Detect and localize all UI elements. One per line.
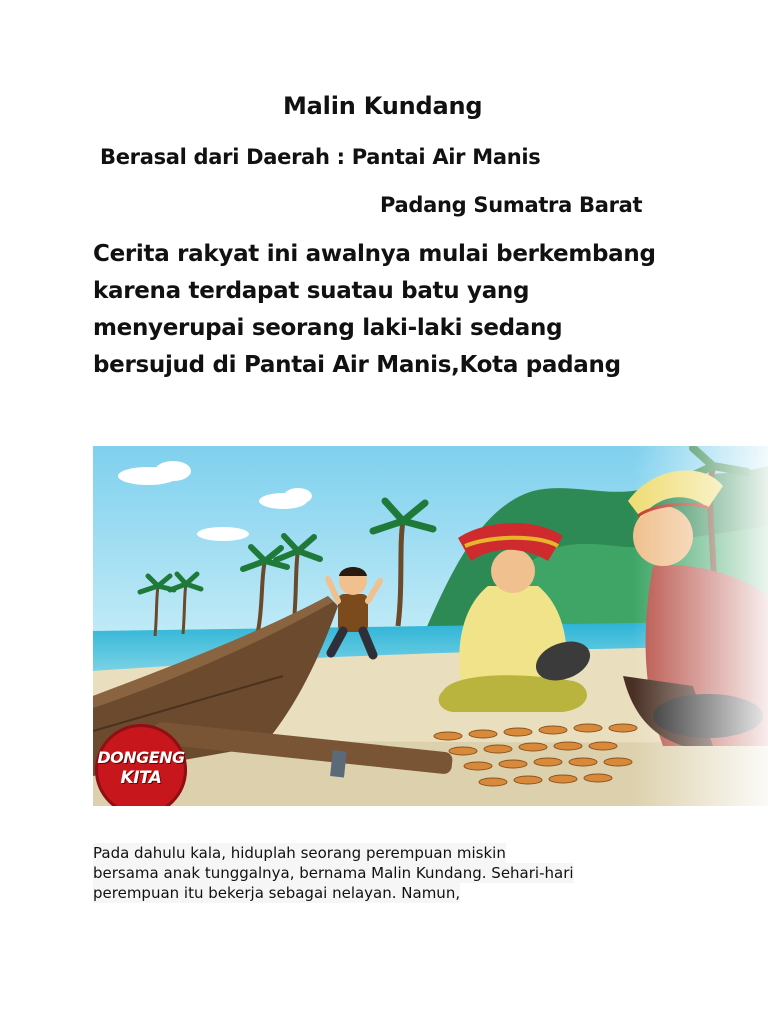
- story-illustration: [93, 446, 768, 806]
- dongeng-kita-logo: [95, 724, 187, 806]
- intro-line: karena terdapat suatau batu yang: [93, 278, 530, 304]
- intro-line: Cerita rakyat ini awalnya mulai berkembang: [93, 241, 656, 267]
- story-paragraph: [93, 843, 693, 903]
- logo-text-line-2: KITA: [120, 768, 162, 788]
- intro-line: menyerupai seorang laki-laki sedang: [93, 315, 563, 341]
- intro-line: bersujud di Pantai Air Manis,Kota padang: [93, 352, 621, 378]
- logo-text-line-1: DONGENG: [97, 748, 185, 767]
- intro-paragraph: [93, 236, 713, 384]
- story-line: bersama anak tunggalnya, bernama Malin Kundang. Sehari-hari: [93, 864, 574, 882]
- origin-line-1: Berasal dari Daerah : Pantai Air Manis: [100, 145, 541, 169]
- document-title: Malin Kundang: [283, 92, 483, 120]
- illustration-scene: [93, 446, 768, 806]
- origin-line-2: Padang Sumatra Barat: [380, 193, 643, 217]
- story-line: Pada dahulu kala, hiduplah seorang perempuan miskin: [93, 844, 506, 862]
- story-line: perempuan itu bekerja sebagai nelayan. Namun,: [93, 884, 461, 902]
